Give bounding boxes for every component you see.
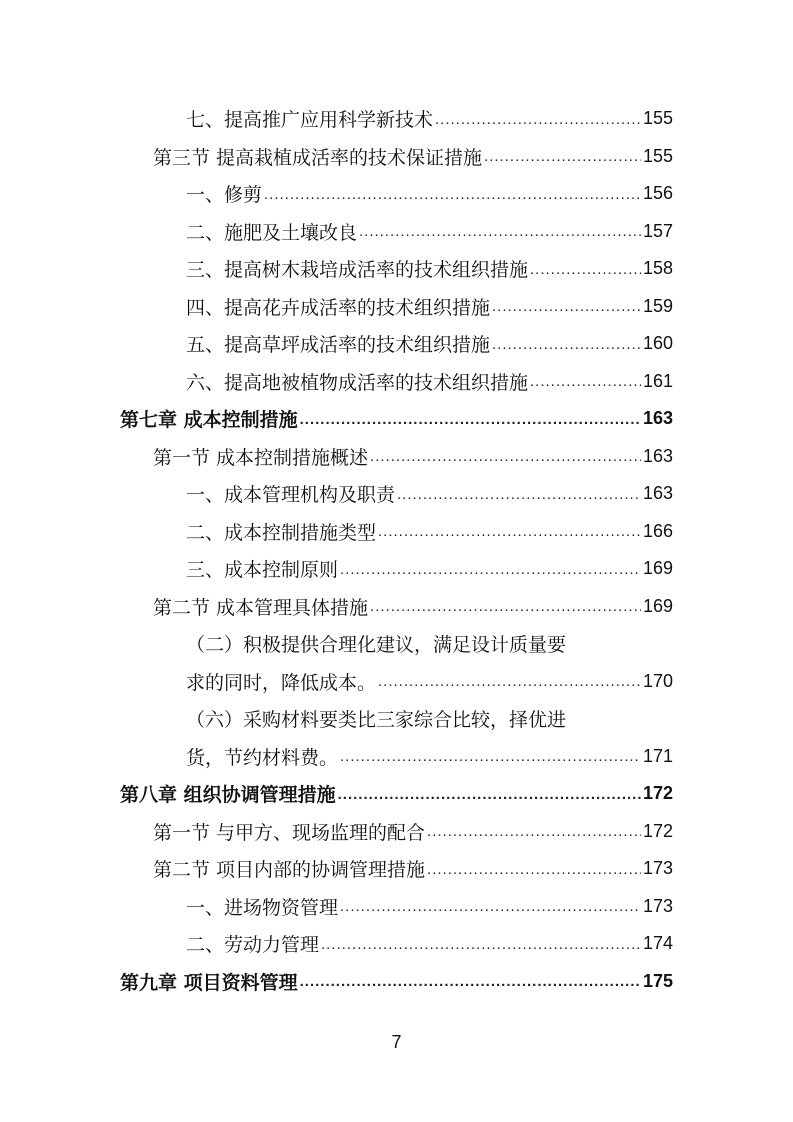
toc-entry-title: 三、提高树木栽培成活率的技术组织措施 [120,255,530,282]
page-number: 7 [391,1032,402,1052]
toc-entry-page: 160 [642,333,673,354]
toc-entry-title-line1[interactable]: （六）采购材料要类比三家综合比较，择优进 [186,709,567,732]
dot-leader [427,861,641,888]
dot-leader [264,186,641,213]
toc-entry[interactable] [120,475,673,513]
toc-entry-title: 第一节 成本控制措施概述 [120,443,370,470]
toc-entry[interactable] [120,100,673,138]
toc-entry-page: 155 [642,145,673,166]
dot-leader [359,223,641,250]
dot-leader [340,561,641,588]
toc-entry-title-line1[interactable]: （二）积极提供合理化建议，满足设计质量要 [186,634,567,657]
toc-entry-title: 六、提高地被植物成活率的技术组织措施 [120,368,530,395]
toc-entry-title: 第七章 成本控制措施 [120,405,300,432]
toc-entry[interactable] [120,925,673,963]
toc-entry-title: 第九章 项目资料管理 [120,968,300,995]
dot-leader [484,148,641,175]
toc-entry-title: 求的同时，降低成本。 [120,668,378,695]
toc-entry-page: 169 [642,595,673,616]
toc-entry-title: 第八章 组织协调管理措施 [120,780,338,807]
toc-entry-page: 171 [642,745,673,766]
toc-entry-title: 二、劳动力管理 [120,930,321,957]
toc-entry-title: 一、进场物资管理 [120,893,340,920]
toc-entry-page: 170 [642,670,673,691]
toc-entry-title: 第一节 与甲方、现场监理的配合 [120,818,427,845]
toc-entry-title: 二、施肥及土壤改良 [120,218,359,245]
toc-entry-title: 一、成本管理机构及职责 [120,480,397,507]
toc-entry-page: 163 [642,483,673,504]
dot-leader [378,673,641,700]
toc-entry[interactable] [120,813,673,851]
toc-entry[interactable] [120,663,673,701]
toc-chapter-entry[interactable] [120,775,673,813]
dot-leader [300,973,641,1000]
toc-entry-title: 第二节 项目内部的协调管理措施 [120,855,427,882]
toc-entry[interactable] [120,550,673,588]
dot-leader [340,898,641,925]
toc-entry[interactable] [120,250,673,288]
toc-entry[interactable] [120,513,673,551]
dot-leader [300,411,641,438]
toc-entry-page: 172 [642,783,673,804]
toc-entry[interactable] [120,138,673,176]
dot-leader [435,111,641,138]
toc-chapter-entry[interactable] [120,963,673,1001]
toc-entry-title: 三、成本控制原则 [120,555,340,582]
toc-entry[interactable] [120,175,673,213]
toc-entry-title: 一、修剪 [120,180,264,207]
dot-leader [321,936,641,963]
dot-leader [530,261,641,288]
toc-entry-page: 156 [642,183,673,204]
toc-entry-page: 159 [642,295,673,316]
toc-entry-title: 二、成本控制措施类型 [120,518,378,545]
toc-entry-page: 173 [642,858,673,879]
toc-entry[interactable] [120,738,673,776]
toc-entry[interactable] [120,363,673,401]
toc-entry-page: 157 [642,220,673,241]
toc-entry-page: 163 [642,408,673,429]
dot-leader [530,373,641,400]
table-of-contents [120,100,673,1000]
dot-leader [378,523,641,550]
toc-entry[interactable] [120,438,673,476]
toc-entry-page: 173 [642,895,673,916]
toc-entry[interactable] [120,588,673,626]
toc-entry[interactable] [120,888,673,926]
toc-entry-title: 第三节 提高栽植成活率的技术保证措施 [120,143,484,170]
dot-leader [427,823,641,850]
toc-entry-title: 第二节 成本管理具体措施 [120,593,370,620]
toc-entry[interactable] [120,850,673,888]
dot-leader [370,598,641,625]
toc-entry-page: 158 [642,258,673,279]
toc-entry-title: 五、提高草坪成活率的技术组织措施 [120,330,492,357]
toc-entry-title: 七、提高推广应用科学新技术 [120,105,435,132]
toc-entry[interactable] [120,325,673,363]
toc-entry-page: 169 [642,558,673,579]
toc-entry-page: 174 [642,933,673,954]
toc-entry[interactable] [120,288,673,326]
toc-entry-page: 175 [642,970,673,991]
toc-entry-title: 四、提高花卉成活率的技术组织措施 [120,293,492,320]
dot-leader [492,336,641,363]
toc-entry-page: 161 [642,370,673,391]
dot-leader [338,786,641,813]
toc-chapter-entry[interactable] [120,400,673,438]
dot-leader [340,748,641,775]
toc-entry[interactable] [120,213,673,251]
toc-entry-page: 163 [642,445,673,466]
toc-entry-page: 172 [642,820,673,841]
dot-leader [397,486,641,513]
toc-entry-title: 货，节约材料费。 [120,743,340,770]
toc-entry-page: 155 [642,108,673,129]
toc-entry-page: 166 [642,520,673,541]
dot-leader [492,298,641,325]
dot-leader [370,448,641,475]
